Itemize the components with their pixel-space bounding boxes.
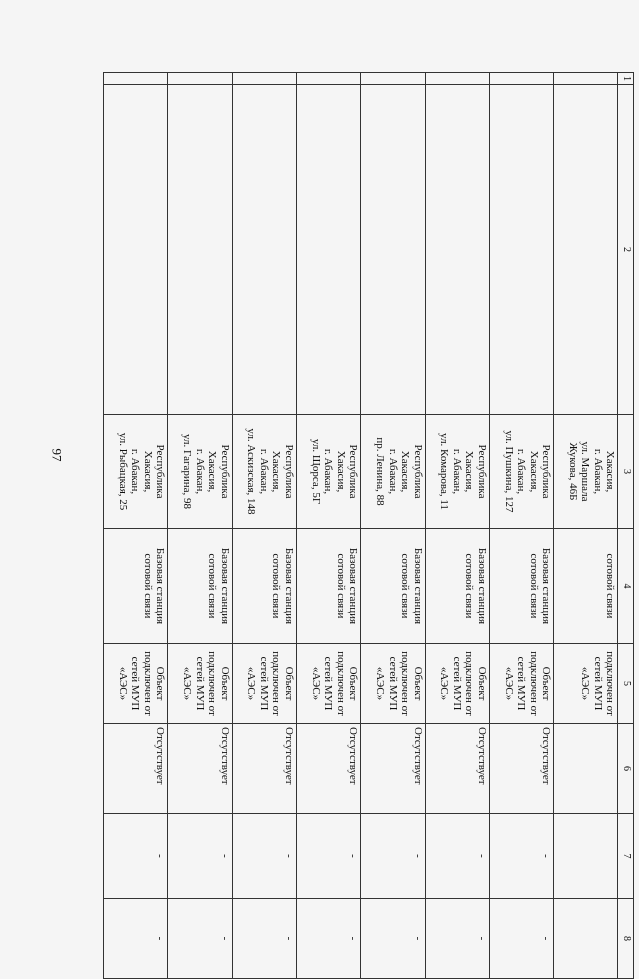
table-wrapper [103, 72, 634, 941]
table-cell-c4: Базовая станция сотовой связи [104, 529, 168, 644]
table-cell-c8: - [168, 899, 232, 979]
table-cell-c5: Объект подключен от сетей МУП «АЭС» [104, 644, 168, 724]
table-cell-c8 [554, 899, 618, 979]
table-cell-c6: Отсутствует [489, 724, 553, 814]
table-cell-c1 [104, 73, 168, 85]
table-cell-c8: - [361, 899, 425, 979]
table-cell-c2 [104, 85, 168, 415]
column-header-1: 1 [618, 73, 634, 85]
table-cell-c8: - [489, 899, 553, 979]
table-row [104, 73, 168, 979]
table-cell-c3: Республика Хакасия, г. Абакан, пр. Ленина, 88 [361, 415, 425, 529]
table-cell-c7: - [104, 814, 168, 899]
table-cell-c5: Объект подключен от сетей МУП «АЭС» [361, 644, 425, 724]
page-number: 97 [49, 448, 65, 462]
table-cell-c1 [232, 73, 296, 85]
table-cell-c3: Республика Хакасия, г. Абакан, ул. Гагарина, 98 [168, 415, 232, 529]
table-cell-c8: - [296, 899, 360, 979]
table-row [361, 73, 425, 979]
table-cell-c2 [425, 85, 489, 415]
table-row [232, 73, 296, 979]
table-cell-c4: Базовая станция сотовой связи [361, 529, 425, 644]
table-cell-c2 [296, 85, 360, 415]
table-cell-c6: Отсутствует [104, 724, 168, 814]
table-cell-c5: Объект подключен от сетей МУП «АЭС» [296, 644, 360, 724]
table-cell-c7 [554, 814, 618, 899]
table-cell-c5: Объект подключен от сетей МУП «АЭС» [232, 644, 296, 724]
table-row [168, 73, 232, 979]
table-cell-c2 [232, 85, 296, 415]
table-body [104, 73, 619, 979]
table-cell-c6: Отсутствует [361, 724, 425, 814]
table-cell-c6: Отсутствует [168, 724, 232, 814]
table-cell-c4: Базовая станция сотовой связи [296, 529, 360, 644]
table-cell-c6: Отсутствует [425, 724, 489, 814]
table-cell-c4: сотовой связи [554, 529, 618, 644]
table-cell-c8: - [425, 899, 489, 979]
table-cell-c5: Объект подключен от сетей МУП «АЭС» [489, 644, 553, 724]
table-cell-c3: Республика Хакасия, г. Абакан, ул. Щорса, 5Г [296, 415, 360, 529]
table-cell-c7: - [489, 814, 553, 899]
table-row [296, 73, 360, 979]
table-cell-c5: Объект подключен от сетей МУП «АЭС» [168, 644, 232, 724]
table-cell-c3: Хакасия, г. Абакан, ул. Маршала Жукова, 46Б [554, 415, 618, 529]
table-cell-c5: Объект подключен от сетей МУП «АЭС» [425, 644, 489, 724]
table-cell-c7: - [168, 814, 232, 899]
table-cell-c1 [361, 73, 425, 85]
table-cell-c8: - [232, 899, 296, 979]
table-cell-c4: Базовая станция сотовой связи [232, 529, 296, 644]
table-cell-c4: Базовая станция сотовой связи [489, 529, 553, 644]
table-cell-c3: Республика Хакасия, г. Абакан, ул. Аскизская, 148 [232, 415, 296, 529]
column-header-2: 2 [618, 85, 634, 415]
table-cell-c1 [425, 73, 489, 85]
table-cell-c8: - [104, 899, 168, 979]
table-cell-c6: Отсутствует [232, 724, 296, 814]
table-cell-c1 [296, 73, 360, 85]
data-table [103, 72, 634, 979]
column-header-6: 6 [618, 724, 634, 814]
rotated-table-frame [103, 72, 634, 941]
column-header-8: 8 [618, 899, 634, 979]
table-cell-c6 [554, 724, 618, 814]
table-cell-c2 [361, 85, 425, 415]
table-cell-c2 [168, 85, 232, 415]
column-header-7: 7 [618, 814, 634, 899]
table-cell-c7: - [296, 814, 360, 899]
table-cell-c7: - [425, 814, 489, 899]
column-header-4: 4 [618, 529, 634, 644]
column-header-5: 5 [618, 644, 634, 724]
table-cell-c1 [489, 73, 553, 85]
table-cell-c2 [554, 85, 618, 415]
header-row [618, 73, 634, 979]
table-cell-c2 [489, 85, 553, 415]
table-row [554, 73, 618, 979]
table-cell-c4: Базовая станция сотовой связи [425, 529, 489, 644]
table-cell-c6: Отсутствует [296, 724, 360, 814]
table-cell-c7: - [232, 814, 296, 899]
table-cell-c3: Республика Хакасия, г. Абакан, ул. Пушкина, 127 [489, 415, 553, 529]
table-cell-c1 [554, 73, 618, 85]
table-cell-c4: Базовая станция сотовой связи [168, 529, 232, 644]
table-cell-c3: Республика Хакасия, г. Абакан, ул. Комарова, 11 [425, 415, 489, 529]
column-header-3: 3 [618, 415, 634, 529]
table-row [489, 73, 553, 979]
table-cell-c5: подключен от сетей МУП «АЭС» [554, 644, 618, 724]
table-cell-c7: - [361, 814, 425, 899]
table-row [425, 73, 489, 979]
table-cell-c1 [168, 73, 232, 85]
table-cell-c3: Республика Хакасия, г. Абакан, ул. Рыбацкая, 25 [104, 415, 168, 529]
